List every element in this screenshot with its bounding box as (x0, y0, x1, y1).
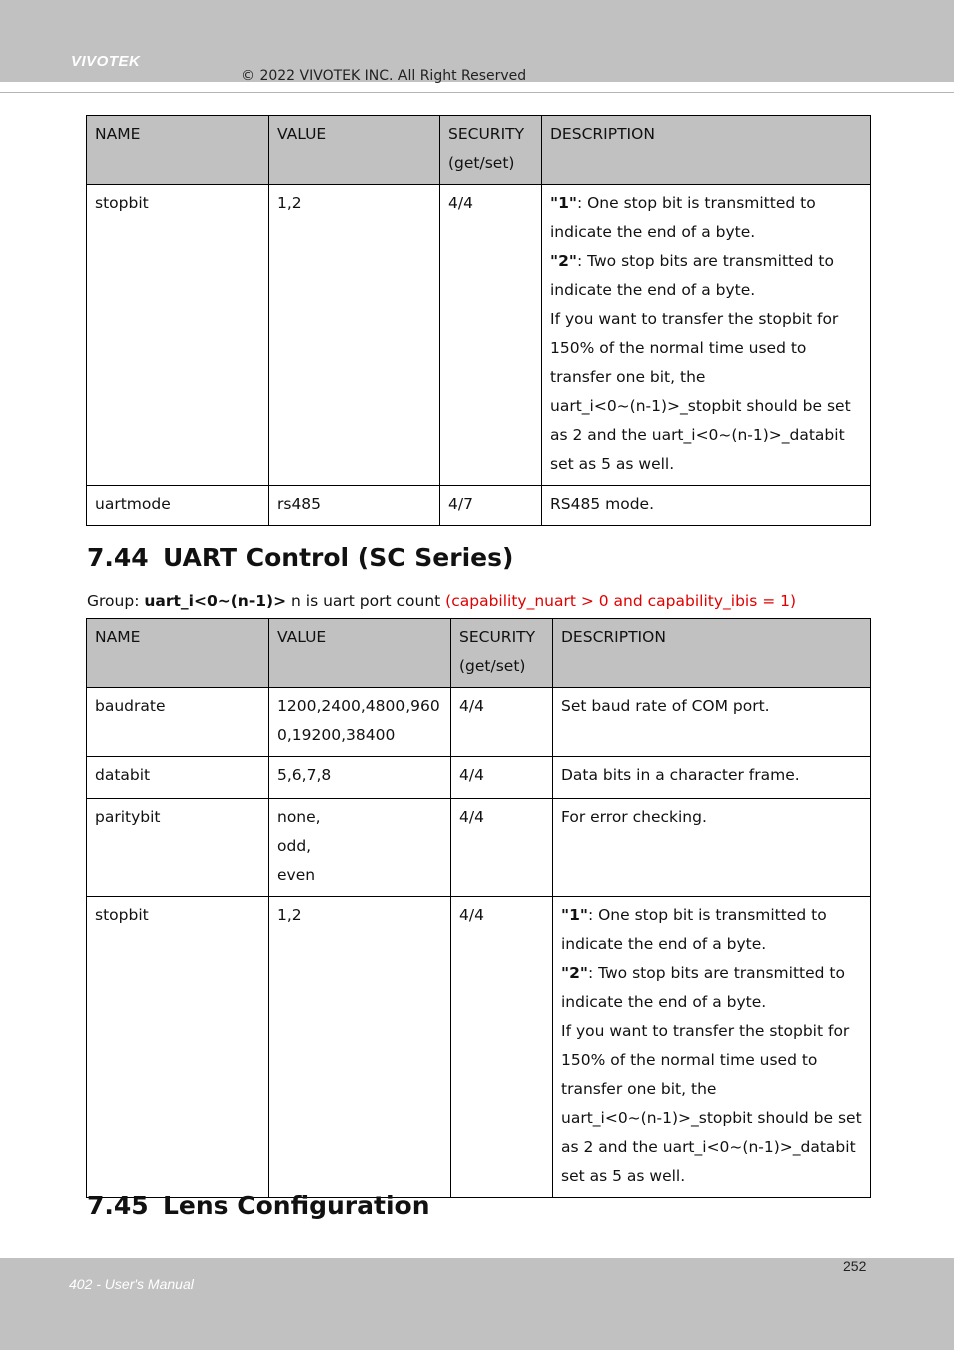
copyright-notice: © 2022 VIVOTEK INC. All Right Reserved (241, 68, 527, 84)
cell-security: 4/4 (451, 897, 553, 1198)
section-heading-7-44: 7.44 UART Control (SC Series) (87, 543, 514, 572)
table-row (87, 688, 871, 757)
table-row (87, 185, 871, 486)
cell-security: 4/4 (440, 185, 542, 486)
uart-parameter-table (86, 618, 871, 1198)
cell-name: stopbit (87, 185, 269, 486)
header-value: VALUE (269, 116, 440, 185)
header-description: DESCRIPTION (542, 116, 871, 185)
cell-value: rs485 (269, 486, 440, 526)
cell-description: Set baud rate of COM port. (553, 688, 871, 757)
cell-name: paritybit (87, 799, 269, 897)
cell-security: 4/4 (451, 799, 553, 897)
cell-description: Data bits in a character frame. (553, 757, 871, 799)
table-header-row (87, 619, 871, 688)
cell-value: 1200,2400,4800,960 0,19200,38400 (269, 688, 451, 757)
header-security: SECURITY (get/set) (451, 619, 553, 688)
cell-value: 1,2 (269, 185, 440, 486)
cell-name: databit (87, 757, 269, 799)
cell-security: 4/4 (451, 757, 553, 799)
table-row (87, 897, 871, 1198)
table-row (87, 486, 871, 526)
cell-name: uartmode (87, 486, 269, 526)
header-security: SECURITY (get/set) (440, 116, 542, 185)
table-row (87, 757, 871, 799)
cell-security: 4/4 (451, 688, 553, 757)
cell-value: 1,2 (269, 897, 451, 1198)
page-number: 252 (843, 1258, 867, 1274)
table-row (87, 799, 871, 897)
section-heading-7-45: 7.45 Lens Configuration (87, 1191, 430, 1220)
parameter-table-continued (86, 115, 871, 526)
header-value: VALUE (269, 619, 451, 688)
header-name: NAME (87, 116, 269, 185)
brand-logo: VIVOTEK (71, 53, 141, 70)
cell-description: For error checking. (553, 799, 871, 897)
cell-security: 4/7 (440, 486, 542, 526)
cell-name: stopbit (87, 897, 269, 1198)
cell-name: baudrate (87, 688, 269, 757)
header-description: DESCRIPTION (553, 619, 871, 688)
cell-description: "1": One stop bit is transmitted to indicate the end of a byte. "2": Two stop bits are transmitted to indicate the end of a byte. If you want to transfer the stopbit for 150% of the normal time used to transfer one bit, the uart_i<0~(n-1)>_stopbit should be set as 2 and the uart_i<0~(n-1)>_databit set as 5 as well. (553, 897, 871, 1198)
manual-page-label: 402 - User's Manual (69, 1276, 194, 1292)
header-name: NAME (87, 619, 269, 688)
cell-description: RS485 mode. (542, 486, 871, 526)
group-description: Group: uart_i<0~(n-1)> n is uart port count (capability_nuart > 0 and capability_ibis = 1) (87, 592, 797, 610)
cell-value: 5,6,7,8 (269, 757, 451, 799)
table-header-row (87, 116, 871, 185)
header-divider (0, 92, 954, 93)
cell-value: none, odd, even (269, 799, 451, 897)
cell-description: "1": One stop bit is transmitted to indicate the end of a byte. "2": Two stop bits are transmitted to indicate the end of a byte. If you want to transfer the stopbit for 150% of the normal time used to transfer one bit, the uart_i<0~(n-1)>_stopbit should be set as 2 and the uart_i<0~(n-1)>_databit set as 5 as well. (542, 185, 871, 486)
footer-band (0, 1258, 954, 1350)
